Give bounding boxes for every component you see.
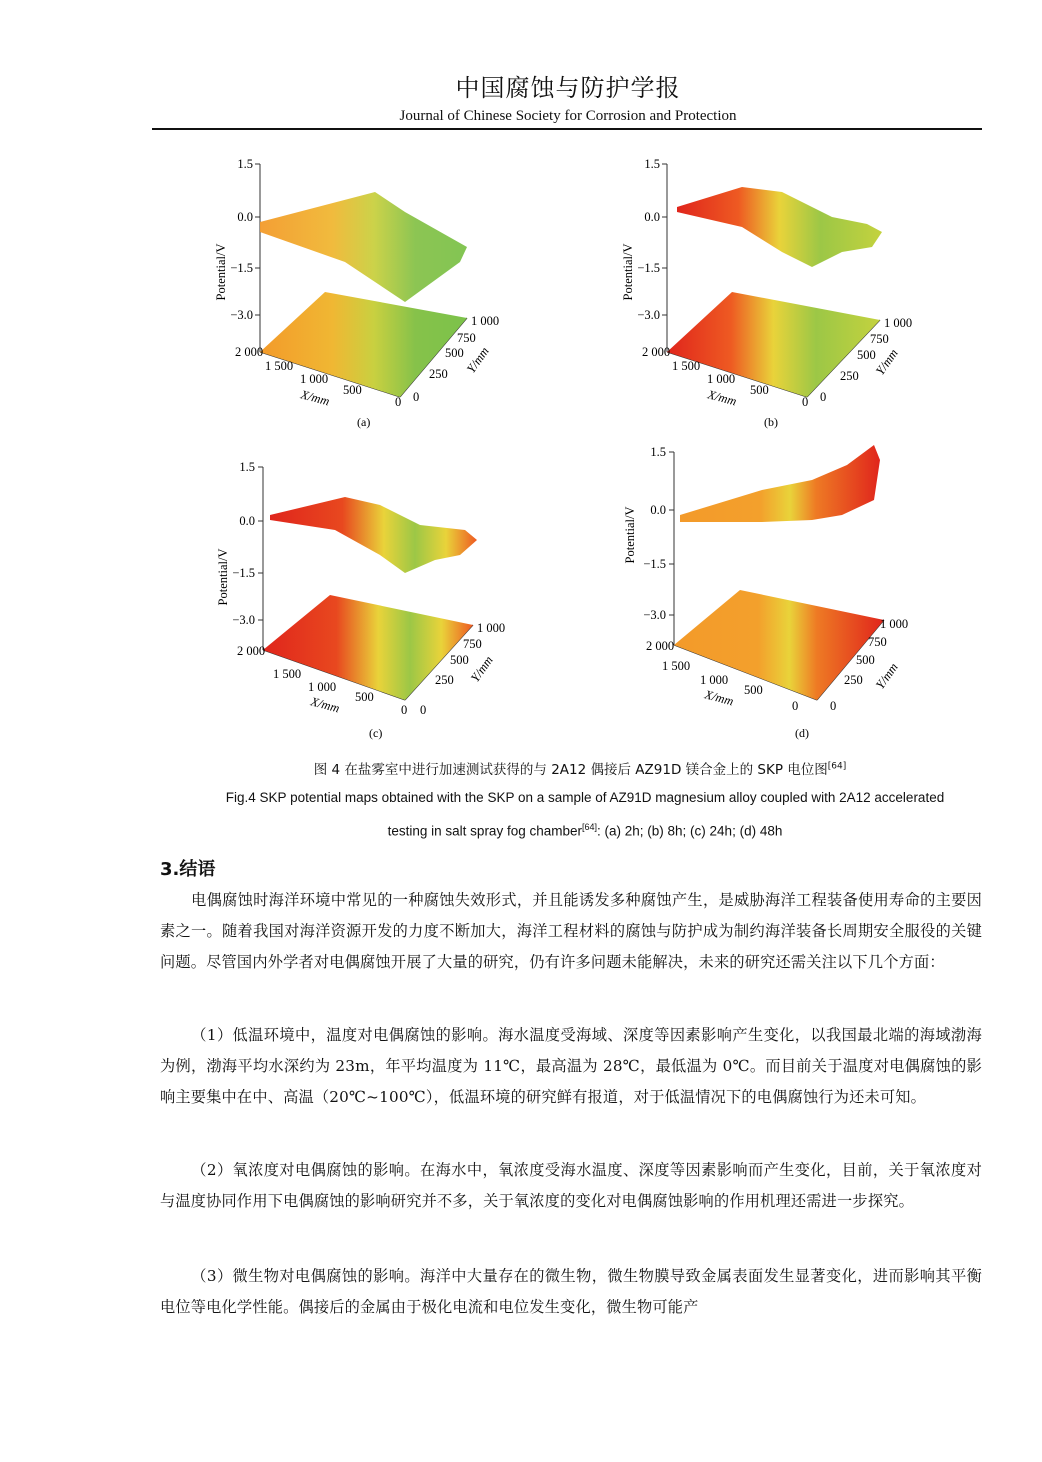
x-tick: 1 500 xyxy=(273,667,302,681)
figure-caption-cn xyxy=(150,758,1010,778)
caption-cn-text: 图 4 在盐雾室中进行加速测试获得的与 2A12 偶接后 AZ91D 镁合金上的 SKP 电位图 xyxy=(313,762,828,778)
y-tick: 250 xyxy=(429,367,448,381)
x-tick: 0 xyxy=(395,395,402,409)
paragraph-text: （2）氧浓度对电偶腐蚀的影响。在海水中，氧浓度受海水温度、深度等因素影响而产生变化，目前，关于氧浓度对与温度协同作用下电偶腐蚀的影响研究并不多，关于氧浓度的变化对电偶腐蚀影响的作用机理还需进一步探究。 xyxy=(160,1161,982,1211)
potential-surface xyxy=(270,497,477,573)
z-tick: 0.0 xyxy=(650,503,666,517)
z-tick: −1.5 xyxy=(643,557,666,571)
y-tick: 0 xyxy=(420,703,427,717)
skp-plot-a xyxy=(205,152,500,432)
caption-en-text: testing in salt spray fog chamber xyxy=(387,823,582,839)
z-tick: 0.0 xyxy=(644,210,660,224)
y-tick: 750 xyxy=(868,635,887,649)
y-tick: 250 xyxy=(435,673,454,687)
z-axis-label: Potential/V xyxy=(214,243,228,301)
x-tick: 0 xyxy=(792,699,799,713)
x-axis-label: X/mm xyxy=(706,387,739,409)
y-tick: 250 xyxy=(840,369,859,383)
panel-label: (a) xyxy=(357,415,371,429)
x-tick: 1 500 xyxy=(672,359,701,373)
potential-map xyxy=(260,292,467,397)
x-axis-label: X/mm xyxy=(299,387,332,409)
z-tick: −3.0 xyxy=(637,308,660,322)
header-rule xyxy=(152,128,982,130)
caption-en-tail: : (a) 2h; (b) 8h; (c) 24h; (d) 48h xyxy=(597,823,783,839)
x-tick: 0 xyxy=(401,703,408,717)
x-tick: 1 000 xyxy=(300,372,329,386)
y-axis-label: Y/mm xyxy=(872,346,901,378)
z-tick: −3.0 xyxy=(230,308,253,322)
y-tick: 500 xyxy=(445,346,464,360)
y-tick: 0 xyxy=(413,390,420,404)
potential-surface xyxy=(677,187,882,267)
potential-surface xyxy=(260,192,467,302)
section-heading: 3.结语 xyxy=(160,859,216,880)
paragraph-text: 电偶腐蚀时海洋环境中常见的一种腐蚀失效形式，并且能诱发多种腐蚀产生，是威胁海洋工程装备使用寿命的主要因素之一。随着我国对海洋资源开发的力度不断加大，海洋工程材料的腐蚀与防护成为制约海洋装备长周期安全服役的关键问题。尽管国内外学者对电偶腐蚀开展了大量的研究，仍有许多问题未能解决，未来的研究还需关注以下几个方面： xyxy=(160,891,982,972)
z-tick: −1.5 xyxy=(230,261,253,275)
x-tick: 500 xyxy=(355,690,374,704)
paragraph xyxy=(160,1261,982,1323)
y-axis-label: Y/mm xyxy=(467,653,496,685)
journal-title-en: Journal of Chinese Society for Corrosion and Protection xyxy=(399,108,737,124)
y-tick: 0 xyxy=(830,699,837,713)
y-tick: 1 000 xyxy=(884,316,913,330)
caption-cn-ref: [64] xyxy=(827,761,847,772)
y-tick: 750 xyxy=(870,332,889,346)
paragraph-text: （1）低温环境中，温度对电偶腐蚀的影响。海水温度受海域、深度等因素影响产生变化，以我国最北端的海域渤海为例，渤海平均水深约为 23m，年平均温度为 11℃，最高温为 28℃，最低温为 0℃。而目前关于温度对电偶腐蚀的影响主要集中在中、高温（20℃~100℃），低温环境的研究鲜有报道，对于低温情况下的电偶腐蚀行为还未可知。 xyxy=(160,1026,982,1107)
y-axis-label: Y/mm xyxy=(463,344,492,376)
x-tick: 500 xyxy=(744,683,763,697)
z-axis-label: Potential/V xyxy=(216,548,230,606)
x-tick: 2 000 xyxy=(237,644,266,658)
z-tick: −1.5 xyxy=(637,261,660,275)
x-tick: 500 xyxy=(750,383,769,397)
x-tick: 1 500 xyxy=(662,659,691,673)
z-tick: −3.0 xyxy=(643,608,666,622)
page-header xyxy=(150,74,986,126)
panel-label: (d) xyxy=(795,726,809,740)
x-tick: 1 500 xyxy=(265,359,294,373)
y-tick: 500 xyxy=(856,653,875,667)
skp-plot-d xyxy=(612,440,909,745)
potential-surface xyxy=(680,445,880,522)
x-tick: 1 000 xyxy=(707,372,736,386)
x-tick: 2 000 xyxy=(642,345,671,359)
x-tick: 0 xyxy=(802,395,809,409)
y-tick: 1 000 xyxy=(477,621,506,635)
z-tick: −1.5 xyxy=(232,566,255,580)
z-axis-label: Potential/V xyxy=(621,243,635,301)
x-tick: 500 xyxy=(343,383,362,397)
x-axis-label: X/mm xyxy=(703,687,736,709)
y-tick: 250 xyxy=(844,673,863,687)
figure-caption-en-line2 xyxy=(170,822,1000,839)
z-tick: 1.5 xyxy=(644,157,660,171)
skp-panel-b xyxy=(612,152,913,432)
figure-caption-en-line1: Fig.4 SKP potential maps obtained with the SKP on a sample of AZ91D magnesium alloy coupled with 2A12 accelerated xyxy=(225,790,945,805)
x-tick: 2 000 xyxy=(235,345,264,359)
y-axis-label: Y/mm xyxy=(872,660,901,692)
skp-panel-a xyxy=(205,152,500,432)
paragraph xyxy=(160,885,982,979)
z-tick: 0.0 xyxy=(237,210,253,224)
z-tick: 1.5 xyxy=(239,460,255,474)
x-axis-label: X/mm xyxy=(309,694,342,716)
y-tick: 500 xyxy=(450,653,469,667)
skp-panel-d xyxy=(612,440,909,745)
skp-plot-c xyxy=(205,455,506,745)
panel-label: (c) xyxy=(369,726,383,740)
z-axis-label: Potential/V xyxy=(623,506,637,564)
z-tick: 0.0 xyxy=(239,514,255,528)
y-tick: 1 000 xyxy=(880,617,909,631)
skp-plot-b xyxy=(612,152,913,432)
x-tick: 1 000 xyxy=(700,673,729,687)
y-tick: 0 xyxy=(820,390,827,404)
z-tick: −3.0 xyxy=(232,613,255,627)
caption-en-ref: [64] xyxy=(582,822,598,832)
skp-panel-c xyxy=(205,455,506,745)
panel-label: (b) xyxy=(764,415,778,429)
y-tick: 750 xyxy=(463,637,482,651)
z-tick: 1.5 xyxy=(237,157,253,171)
z-tick: 1.5 xyxy=(650,445,666,459)
paragraph-text: （3）微生物对电偶腐蚀的影响。海洋中大量存在的微生物，微生物膜导致金属表面发生显著变化，进而影响其平衡电位等电化学性能。偶接后的金属由于极化电流和电位发生变化，微生物可能产 xyxy=(160,1267,982,1317)
y-tick: 750 xyxy=(457,331,476,345)
journal-title-cn: 中国腐蚀与防护学报 xyxy=(455,76,681,102)
paragraph xyxy=(160,1155,982,1217)
y-tick: 500 xyxy=(857,348,876,362)
paragraph xyxy=(160,1020,982,1114)
x-tick: 1 000 xyxy=(308,680,337,694)
x-tick: 2 000 xyxy=(646,639,675,653)
y-tick: 1 000 xyxy=(471,314,500,328)
